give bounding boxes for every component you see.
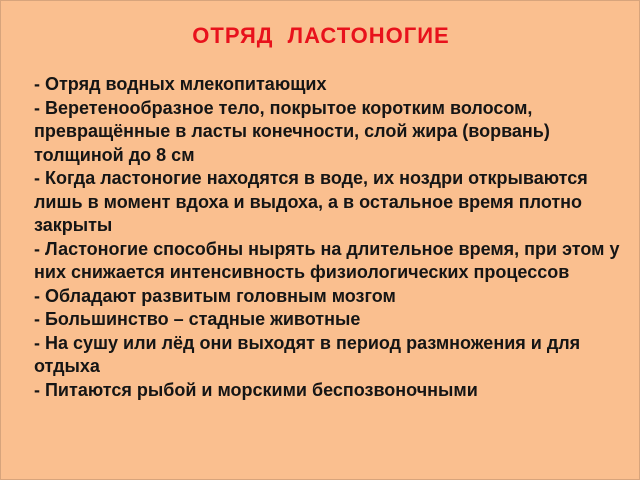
bullet-item: - На сушу или лёд они выходят в период размножения и для отдыха <box>34 332 581 376</box>
bullet-item: - Ластоногие способны нырять на длительное время, при этом у них снижается интенсивность физиологических процессов <box>34 238 620 282</box>
bullet-item: - Когда ластоногие находятся в воде, их ноздри открываются лишь в момент вдоха и выдоха, а в остальное время плотно закрыты <box>34 168 588 235</box>
bullet-item: - Питаются рыбой и морскими беспозвоночными <box>34 379 478 400</box>
bullet-item: - Веретенообразное тело, покрытое коротким волосом, превращённые в ласты конечности, слой жира (ворвань) толщиной до 8 см <box>34 97 550 165</box>
slide-title: ОТРЯД ЛАСТОНОГИЕ <box>192 23 450 48</box>
bullet-item: - Большинство – стадные животные <box>34 309 361 329</box>
bullet-item: - Отряд водных млекопитающих <box>34 74 327 94</box>
bullet-list <box>34 73 624 402</box>
bullet-item: - Обладают развитым головным мозгом <box>34 285 396 306</box>
